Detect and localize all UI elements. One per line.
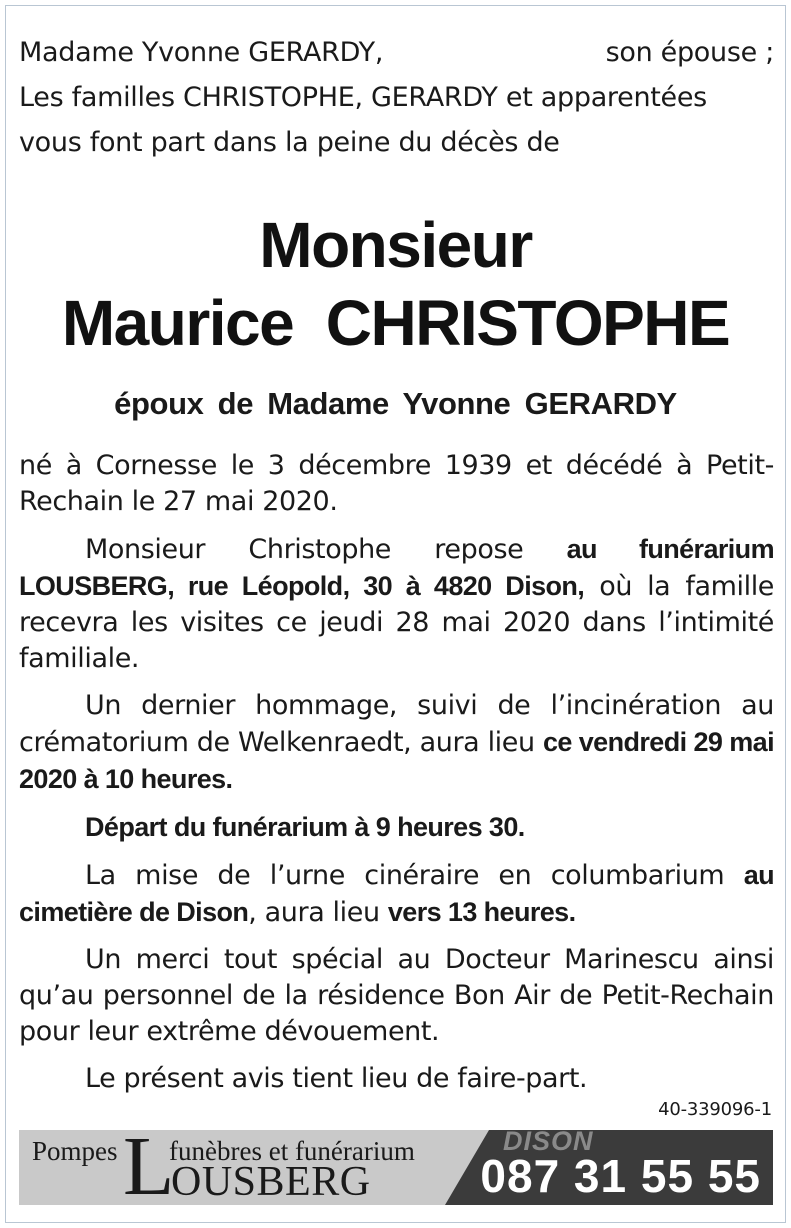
departure-paragraph xyxy=(19,809,774,846)
urn-paragraph: La mise de l’urne cinéraire en columbarium au cimetière de Dison, aura lieu vers 13 heures. xyxy=(19,860,774,928)
notice-body xyxy=(19,448,774,1108)
intro-line-2: Les familles CHRISTOPHE, GERARDY et apparentées xyxy=(19,82,707,113)
spouse-relation: son épouse ; xyxy=(605,37,774,68)
viewing-paragraph: Monsieur Christophe repose au funérarium LOUSBERG, rue Léopold, 30 à 4820 Dison, où la famille recevra les visites ce jeudi 28 mai 2020 dans l’intimité familiale. xyxy=(19,534,775,674)
banner-logo-letter: L xyxy=(123,1130,175,1205)
cemetery-name: au cimetière de Dison xyxy=(19,860,774,927)
departure-time: Départ du funérarium à 9 heures 30. xyxy=(85,812,525,842)
banner-city: DISON xyxy=(503,1130,594,1156)
funeral-home-address: au funérarium LOUSBERG, rue Léopold, 30 à 4820 Dison, xyxy=(19,534,774,601)
banner-company-name: OUSBERG xyxy=(171,1159,371,1205)
deceased-name: Maurice CHRISTOPHE xyxy=(61,287,730,359)
spouse-name: Madame Yvonne GERARDY, xyxy=(19,37,384,68)
banner-funebres: funèbres et funérarium xyxy=(169,1136,415,1166)
deceased-honorific: Monsieur xyxy=(259,209,532,281)
ceremony-datetime: ce vendredi 29 mai 2020 à 10 heures. xyxy=(19,727,774,794)
funeral-home-banner xyxy=(19,1130,773,1205)
intro-line-3: vous font part dans la peine du décès de xyxy=(19,127,560,158)
banner-pompes: Pompes xyxy=(32,1136,118,1166)
urn-time: vers 13 heures. xyxy=(387,897,576,927)
thanks-paragraph: Un merci tout spécial au Docteur Marinescu ainsi qu’au personnel de la résidence Bon Air de Petit-Rechain pour leur extrême dévouement. xyxy=(19,944,774,1047)
closing-paragraph: Le présent avis tient lieu de faire-part. xyxy=(85,1063,588,1094)
birth-death-paragraph: né à Cornesse le 3 décembre 1939 et décédé à Petit-Rechain le 27 mai 2020. xyxy=(19,450,774,517)
banner-phone: 087 31 55 55 xyxy=(480,1150,761,1202)
intro-line-1 xyxy=(19,30,774,75)
notice-reference: 40-339096-1 xyxy=(658,1099,772,1120)
ceremony-paragraph: Un dernier hommage, suivi de l’incinération au crématorium de Welkenraedt, aura lieu ce vendredi 29 mai 2020 à 10 heures. xyxy=(19,690,774,794)
intro-block xyxy=(19,30,774,165)
deceased-spouse-line: époux de Madame Yvonne GERARDY xyxy=(114,386,677,421)
